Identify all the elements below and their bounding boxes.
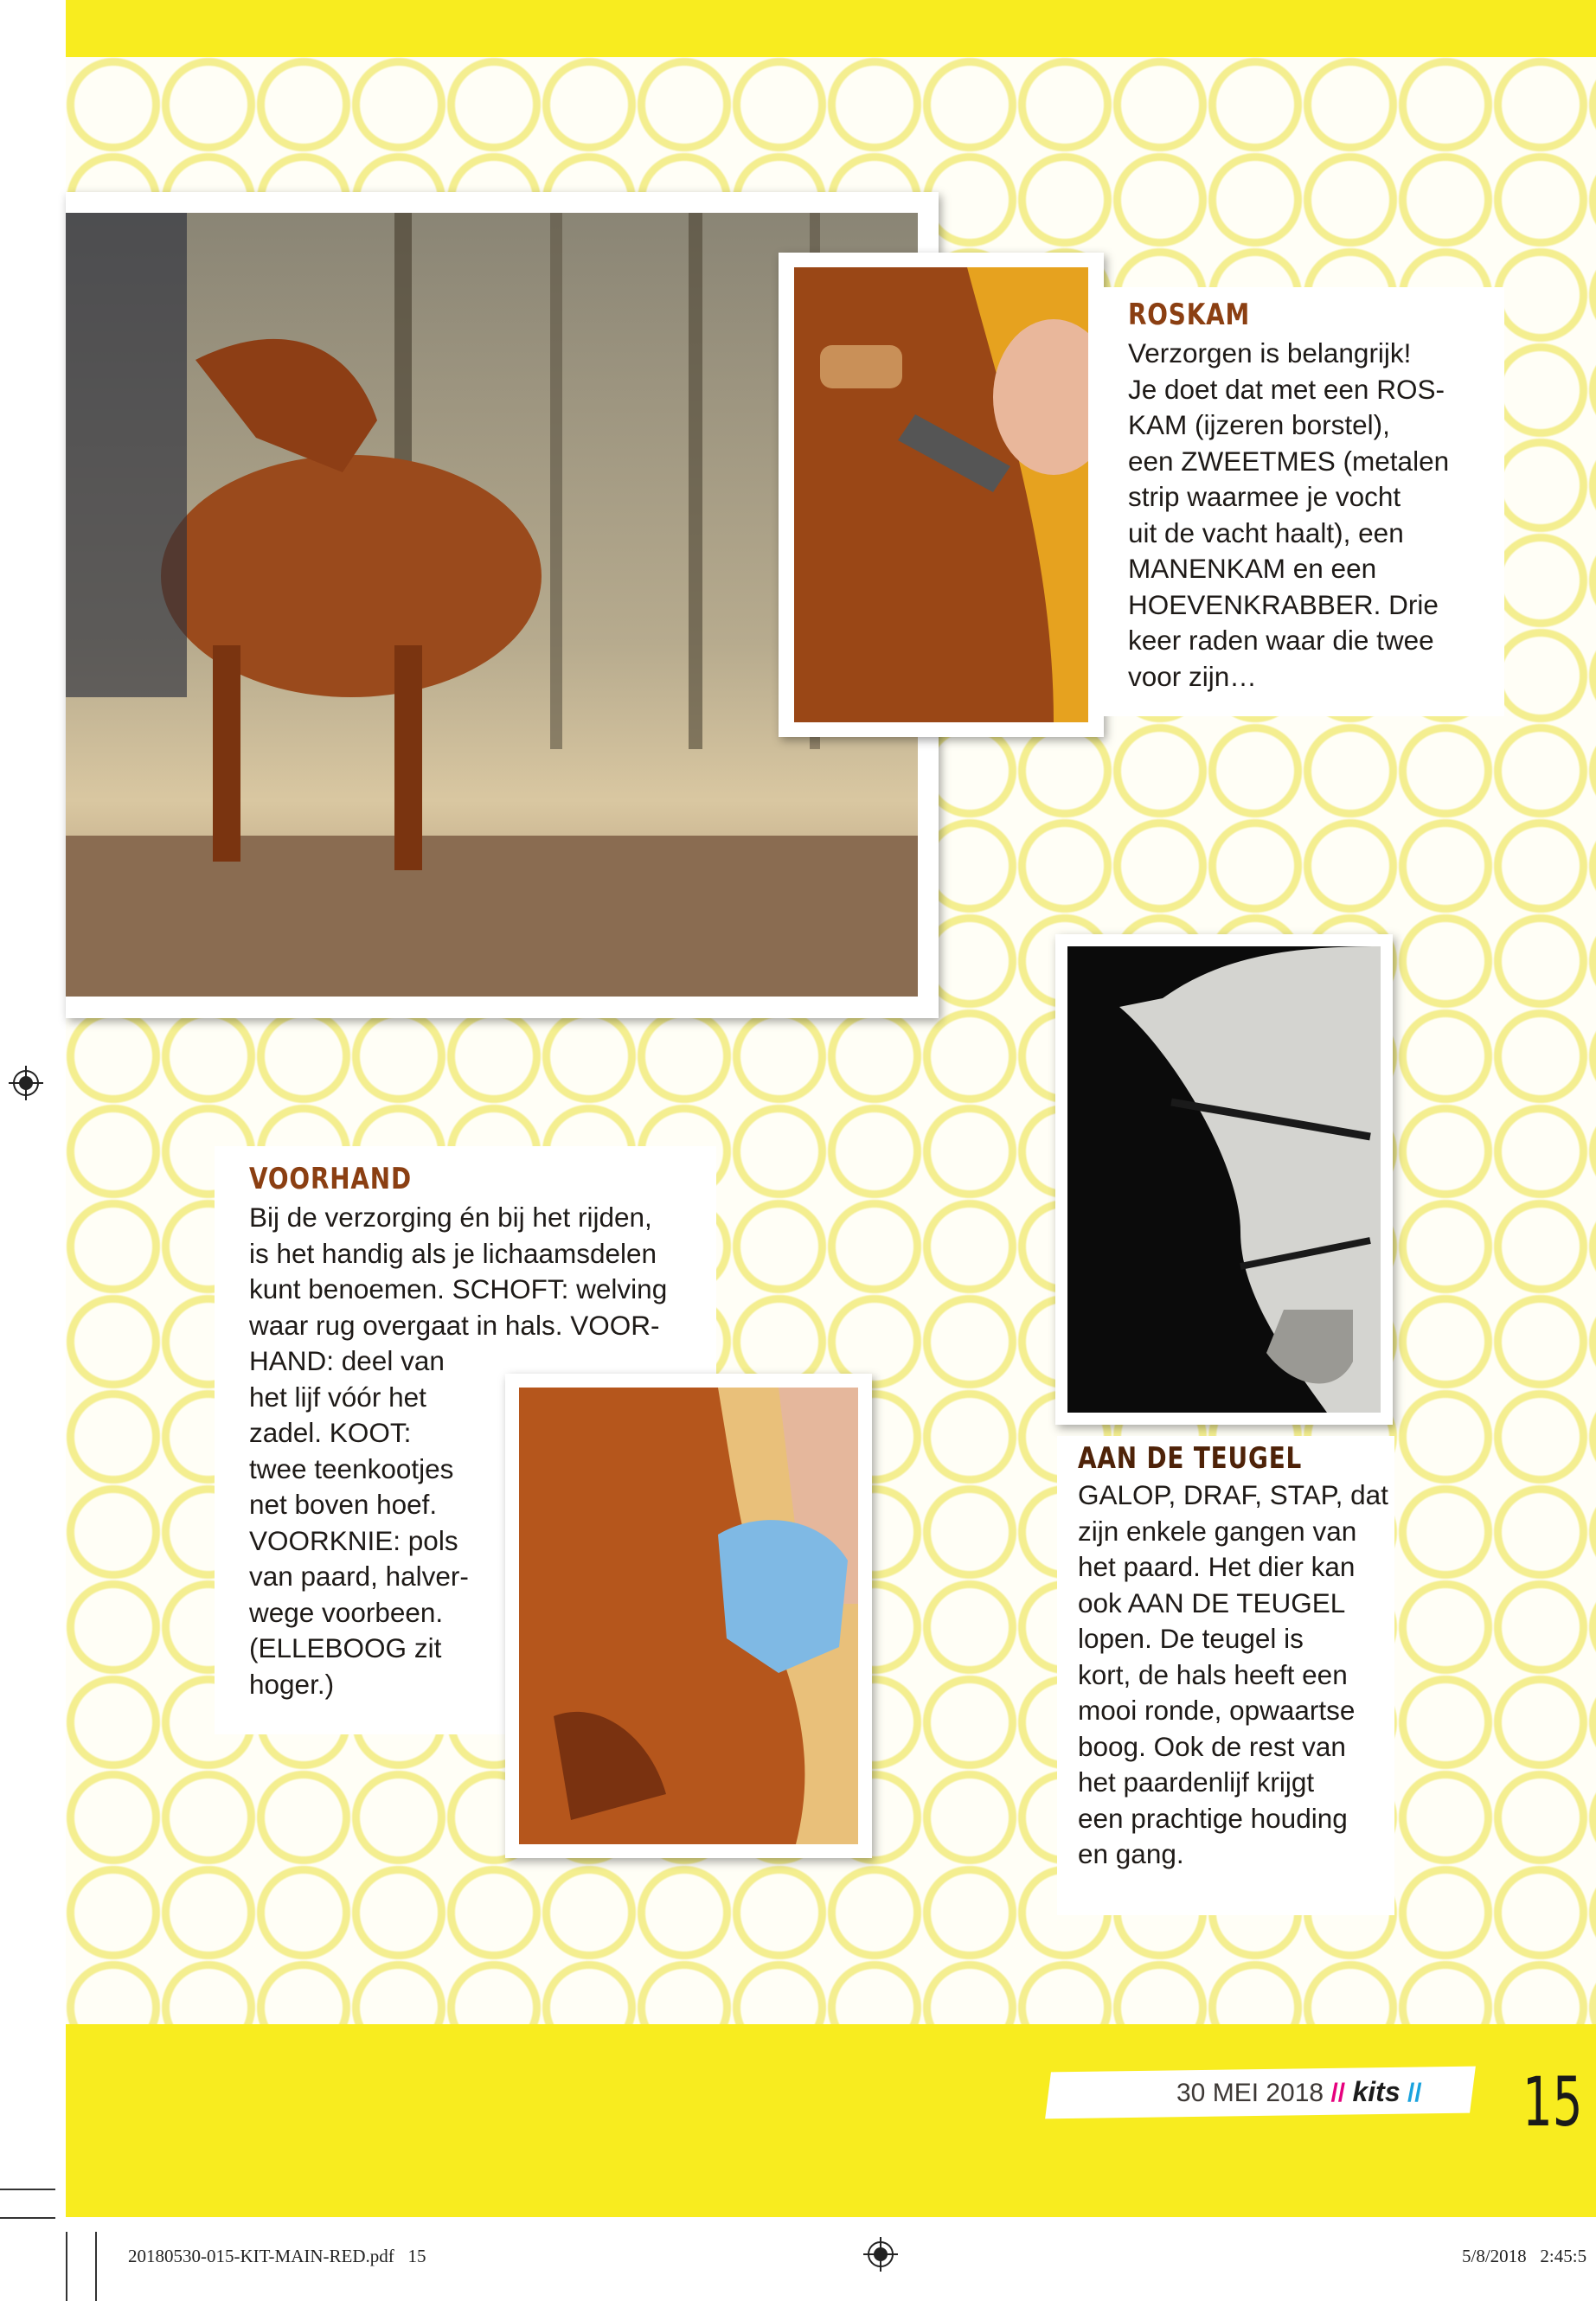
voorhand-line: hoger.) — [249, 1668, 335, 1700]
voorhand-line: het lijf vóór het — [249, 1381, 426, 1413]
slug-filename: 20180530-015-KIT-MAIN-RED.pdf 15 — [128, 2246, 426, 2266]
aan-de-teugel-heading: AAN DE TEUGEL — [1078, 1441, 1303, 1476]
issue-date: 30 MEI 2018 — [1176, 2079, 1324, 2107]
roskam-line: Je doet dat met een ROS- — [1128, 373, 1445, 405]
brand-logo: kits — [1352, 2076, 1401, 2107]
footer-date-strip — [1048, 2069, 1472, 2116]
voorhand-line: HAND: deel van — [249, 1345, 445, 1376]
roskam-line: MANENKAM en een — [1128, 553, 1377, 584]
teugel-line: mooi ronde, opwaartse — [1078, 1695, 1356, 1726]
crop-mark — [66, 2232, 67, 2301]
top-yellow-band — [66, 0, 1596, 57]
voorhand-line: zadel. KOOT: — [249, 1417, 412, 1448]
photo-white-horse — [1055, 934, 1393, 1425]
foreleg-image — [519, 1388, 858, 1844]
teugel-line: het paardenlijf krijgt — [1078, 1766, 1315, 1798]
teugel-line: zijn enkele gangen van — [1078, 1515, 1357, 1547]
roskam-line: voor zijn… — [1128, 660, 1257, 692]
roskam-line: Verzorgen is belangrijk! — [1128, 337, 1412, 369]
teugel-line: ook AAN DE TEUGEL — [1078, 1586, 1346, 1618]
voorhand-line: is het handig als je lichaamsdelen — [249, 1237, 657, 1269]
roskam-line: keer raden waar die twee — [1128, 625, 1434, 656]
crop-mark — [0, 2189, 55, 2190]
voorhand-line: twee teenkootjes — [249, 1452, 454, 1484]
teugel-line: lopen. De teugel is — [1078, 1623, 1304, 1654]
voorhand-line: VOORKNIE: pols — [249, 1524, 458, 1556]
voorhand-line: waar rug overgaat in hals. VOOR- — [249, 1309, 660, 1341]
crop-mark — [0, 2217, 55, 2219]
crop-mark — [95, 2232, 97, 2301]
roskam-line: HOEVENKRABBER. Drie — [1128, 588, 1439, 620]
voorhand-line: van paard, halver- — [249, 1561, 469, 1592]
roskam-line: een ZWEETMES (metalen — [1128, 445, 1450, 477]
teugel-line: GALOP, DRAF, STAP, dat — [1078, 1479, 1388, 1510]
slug-timestamp: 5/8/2018 2:45:5 — [1462, 2246, 1587, 2266]
voorhand-line: net boven hoef. — [249, 1489, 438, 1520]
teugel-line: boog. Ook de rest van — [1078, 1730, 1346, 1762]
photo-grooming — [779, 253, 1104, 737]
roskam-textbox — [1104, 287, 1504, 716]
grooming-image — [794, 267, 1088, 722]
roskam-line: KAM (ijzeren borstel), — [1128, 409, 1390, 440]
voorhand-line: wege voorbeen. — [249, 1596, 444, 1628]
voorhand-line: kunt benoemen. SCHOFT: welving — [249, 1273, 668, 1304]
teugel-line: en gang. — [1078, 1838, 1184, 1869]
teugel-line: het paard. Het dier kan — [1078, 1551, 1356, 1582]
voorhand-heading: VOORHAND — [249, 1162, 412, 1196]
page-number: 15 — [1522, 2064, 1583, 2142]
bottom-yellow-band — [66, 2024, 1596, 2217]
roskam-line: strip waarmee je vocht — [1128, 481, 1401, 512]
photo-foreleg — [505, 1374, 872, 1858]
voorhand-line: (ELLEBOOG zit — [249, 1632, 442, 1663]
registration-mark-bottom — [863, 2237, 898, 2272]
roskam-heading: ROSKAM — [1128, 298, 1251, 332]
aan-de-teugel-textbox — [1057, 1436, 1394, 1915]
white-horse-image — [1067, 946, 1381, 1413]
registration-mark-left — [9, 1066, 43, 1100]
separator: // — [1330, 2079, 1346, 2107]
teugel-line: kort, de hals heeft een — [1078, 1658, 1348, 1690]
voorhand-line: Bij de verzorging én bij het rijden, — [249, 1202, 652, 1233]
teugel-line: een prachtige houding — [1078, 1802, 1348, 1834]
roskam-line: uit de vacht haalt), een — [1128, 516, 1404, 548]
separator: // — [1407, 2079, 1422, 2107]
